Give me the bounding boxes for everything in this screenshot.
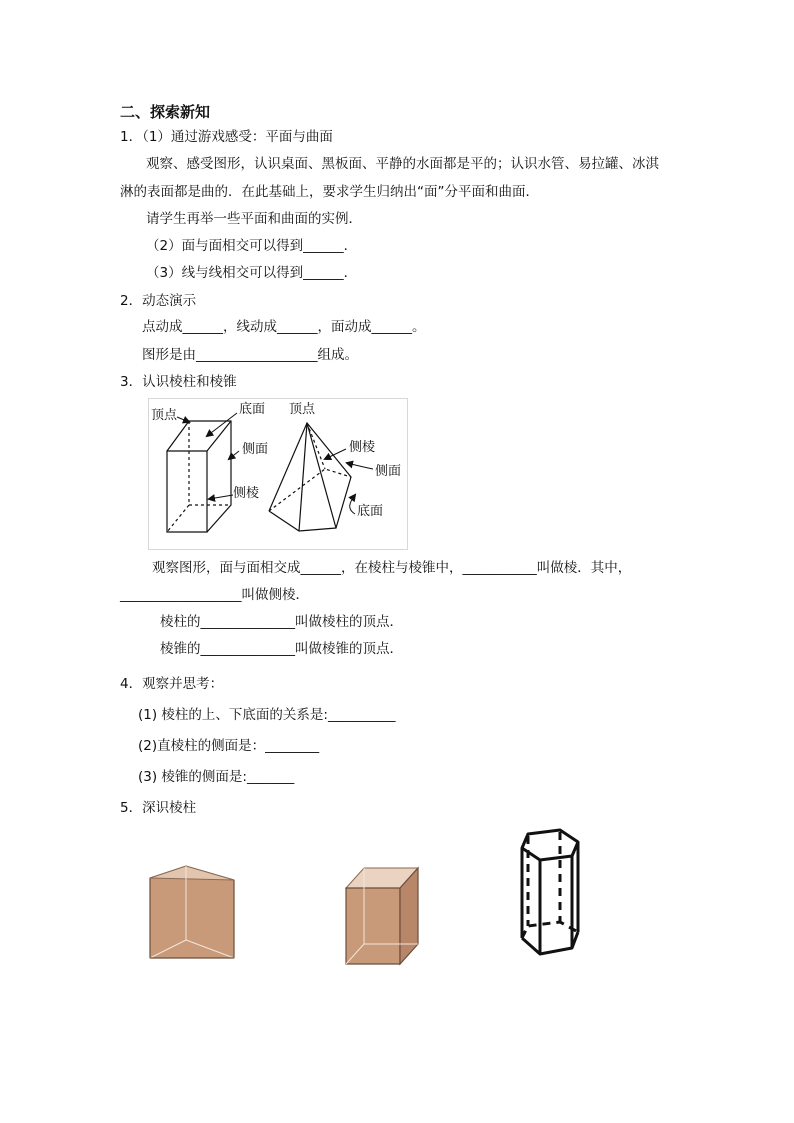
item1-para-line2: 淋的表面都是曲的．在此基础上，要求学生归纳出“面”分平面和曲面．	[120, 184, 539, 200]
triangular-prism-model	[146, 858, 238, 960]
item1-question3: （3）线与线相交可以得到______．	[146, 265, 358, 281]
prism-pyramid-diagram	[148, 398, 408, 550]
item1-para-line1: 观察、感受图形，认识桌面、黑板面、平静的水面都是平的；认识水管、易拉罐、冰淇	[146, 156, 659, 172]
item3-observation-line1: 观察图形，面与面相交成______，在棱柱与棱锥中，___________叫做棱．其中，	[152, 560, 632, 576]
pyramid-base-label: 底面	[357, 504, 384, 519]
pyramid-shape	[269, 423, 351, 531]
item3-observation-line3: 棱柱的______________叫做棱柱的顶点．	[160, 614, 403, 630]
item2-line2: 图形是由__________________组成。	[142, 347, 358, 363]
section-title: 二、探索新知	[120, 103, 211, 121]
hexagonal-prism-drawing	[514, 826, 586, 964]
pyramid-side-face-label: 侧面	[375, 464, 402, 479]
item1-question2: （2）面与面相交可以得到______．	[146, 238, 358, 254]
pyramid-vertex-label: 顶点	[289, 402, 316, 417]
item4-question2: (2)直棱柱的侧面是：________	[138, 738, 320, 754]
prism-base-label: 底面	[239, 402, 266, 417]
item4-heading: 4．观察并思考：	[120, 676, 224, 692]
prism-side-face-label: 侧面	[242, 442, 269, 457]
prism-vertex-label: 顶点	[151, 408, 178, 423]
item2-line1: 点动成______，线动成______，面动成______。	[142, 319, 426, 335]
item4-question1: (1) 棱柱的上、下底面的关系是:__________	[138, 707, 396, 723]
item3-heading: 3．认识棱柱和棱锥	[120, 374, 237, 390]
triangular-prism-figure	[146, 858, 238, 960]
pyramid-side-edge-label: 侧棱	[349, 440, 376, 455]
hexagonal-prism-figure	[514, 826, 586, 964]
item2-heading: 2．动态演示	[120, 293, 197, 309]
cuboid-figure	[344, 864, 420, 966]
prism-shape	[167, 421, 231, 532]
item1-para-line3: 请学生再举一些平面和曲面的实例．	[146, 211, 362, 227]
prism-side-edge-label: 侧棱	[233, 486, 260, 501]
item5-heading: 5．深识棱柱	[120, 800, 197, 816]
item4-question3: (3) 棱锥的侧面是:_______	[138, 769, 295, 785]
item3-observation-line4: 棱锥的______________叫做棱锥的顶点．	[160, 641, 403, 657]
prism-pyramid-figure	[149, 399, 407, 549]
cuboid-model	[344, 864, 420, 966]
item3-observation-line2: __________________叫做侧棱．	[120, 587, 309, 603]
item1-heading: 1．（1）通过游戏感受：平面与曲面	[120, 129, 333, 145]
